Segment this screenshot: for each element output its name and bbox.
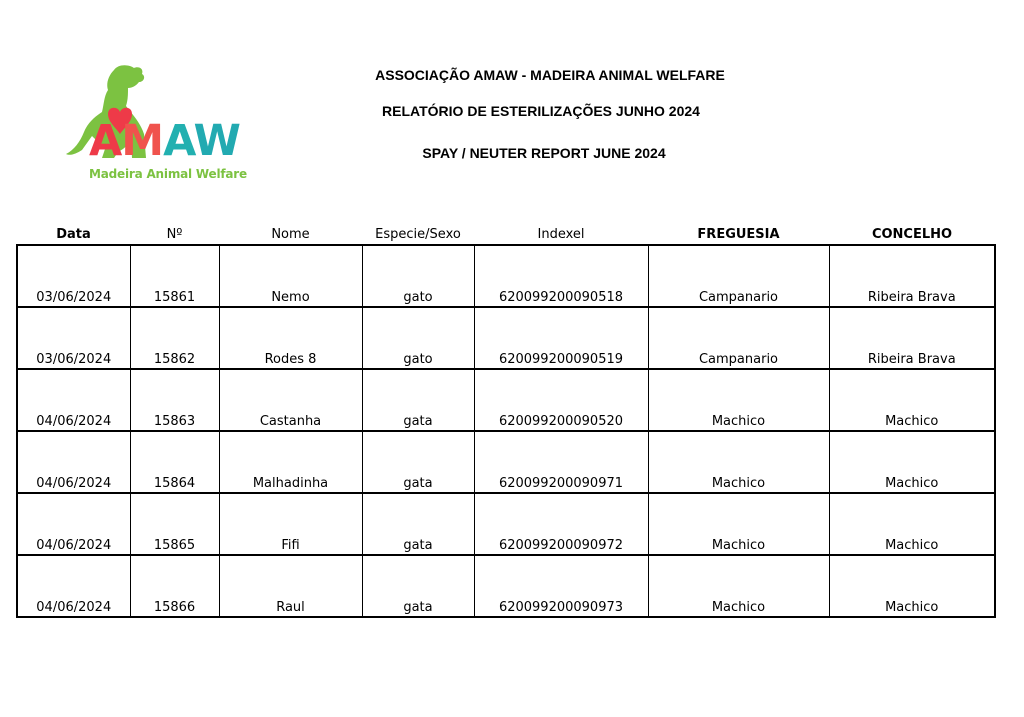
cell-concelho: Machico — [829, 555, 995, 617]
cell-data: 04/06/2024 — [17, 431, 130, 493]
amaw-logo — [62, 62, 247, 187]
cell-freguesia: Machico — [648, 555, 829, 617]
cell-data: 03/06/2024 — [17, 307, 130, 369]
cell-especie-sexo: gato — [362, 245, 474, 307]
logo-letter: A — [163, 116, 194, 166]
association-title: ASSOCIAÇÃO AMAW - MADEIRA ANIMAL WELFARE — [375, 67, 725, 83]
cell-data: 04/06/2024 — [17, 369, 130, 431]
table-row — [17, 493, 995, 555]
cell-nome: Castanha — [219, 369, 362, 431]
cell-concelho: Machico — [829, 431, 995, 493]
cell-especie-sexo: gata — [362, 369, 474, 431]
cell-especie-sexo: gata — [362, 493, 474, 555]
cell-nome: Nemo — [219, 245, 362, 307]
sterilization-table — [16, 219, 996, 618]
cell-freguesia: Machico — [648, 431, 829, 493]
table-row — [17, 245, 995, 307]
col-header-concelho: CONCELHO — [829, 219, 995, 245]
cell-number: 15862 — [130, 307, 219, 369]
cell-freguesia: Campanario — [648, 307, 829, 369]
cell-especie-sexo: gata — [362, 555, 474, 617]
cell-indexel: 620099200090519 — [474, 307, 648, 369]
table-header-row — [17, 219, 995, 245]
cell-indexel: 620099200090518 — [474, 245, 648, 307]
cell-indexel: 620099200090520 — [474, 369, 648, 431]
cell-freguesia: Campanario — [648, 245, 829, 307]
col-header-especie-sexo: Especie/Sexo — [362, 219, 474, 245]
logo-letter: W — [193, 116, 240, 166]
cell-especie-sexo: gato — [362, 307, 474, 369]
report-title-en: SPAY / NEUTER REPORT JUNE 2024 — [422, 145, 666, 161]
logo-letter: M — [121, 116, 164, 166]
cell-data: 03/06/2024 — [17, 245, 130, 307]
cell-indexel: 620099200090973 — [474, 555, 648, 617]
col-header-nome: Nome — [219, 219, 362, 245]
cell-especie-sexo: gata — [362, 431, 474, 493]
cell-concelho: Machico — [829, 493, 995, 555]
cell-number: 15861 — [130, 245, 219, 307]
table-row — [17, 307, 995, 369]
col-header-indexel: Indexel — [474, 219, 648, 245]
cell-concelho: Machico — [829, 369, 995, 431]
cell-nome: Malhadinha — [219, 431, 362, 493]
table-row — [17, 555, 995, 617]
cell-data: 04/06/2024 — [17, 493, 130, 555]
cell-concelho: Ribeira Brava — [829, 245, 995, 307]
cell-nome: Raul — [219, 555, 362, 617]
cell-data: 04/06/2024 — [17, 555, 130, 617]
col-header-freguesia: FREGUESIA — [648, 219, 829, 245]
cell-nome: Fifi — [219, 493, 362, 555]
cell-number: 15866 — [130, 555, 219, 617]
report-title-pt: RELATÓRIO DE ESTERILIZAÇÕES JUNHO 2024 — [382, 103, 700, 119]
col-header-data: Data — [17, 219, 130, 245]
cell-number: 15865 — [130, 493, 219, 555]
table-row — [17, 431, 995, 493]
logo-tagline: Madeira Animal Welfare — [89, 167, 247, 181]
logo-letter: A — [89, 116, 122, 166]
cell-indexel: 620099200090972 — [474, 493, 648, 555]
cell-indexel: 620099200090971 — [474, 431, 648, 493]
table-row — [17, 369, 995, 431]
cell-nome: Rodes 8 — [219, 307, 362, 369]
col-header-number: Nº — [130, 219, 219, 245]
logo-letters — [89, 116, 240, 166]
cell-number: 15863 — [130, 369, 219, 431]
cell-number: 15864 — [130, 431, 219, 493]
cell-freguesia: Machico — [648, 493, 829, 555]
cell-freguesia: Machico — [648, 369, 829, 431]
cell-concelho: Ribeira Brava — [829, 307, 995, 369]
